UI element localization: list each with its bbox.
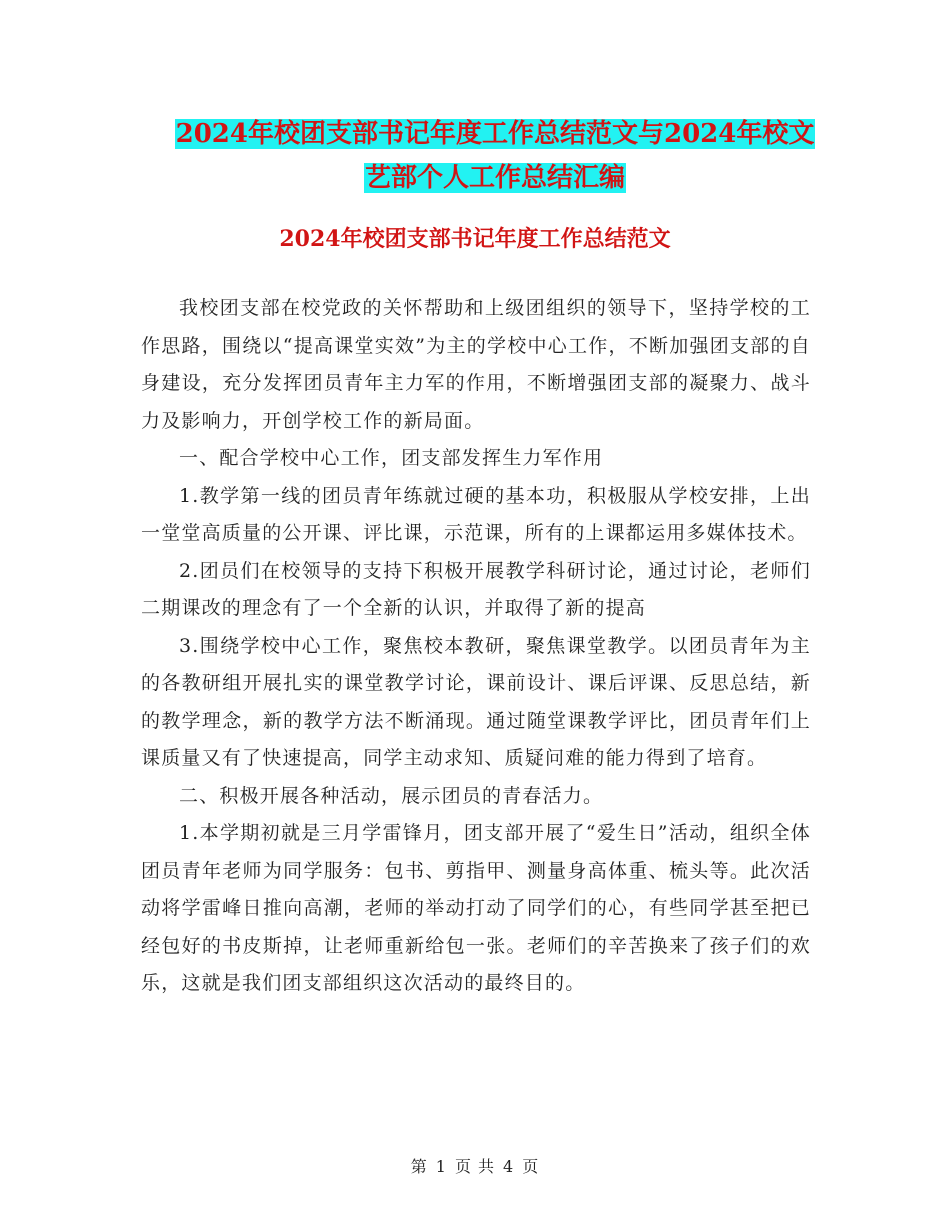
page-footer	[0, 1154, 950, 1177]
title-line-2: 艺部个人工作总结汇编	[364, 163, 625, 193]
document-title	[140, 112, 850, 200]
footer-total-pages: 4	[503, 1157, 515, 1176]
footer-page-number: 1	[435, 1157, 447, 1176]
paragraph: 我校团支部在校党政的关怀帮助和上级团组织的领导下，坚持学校的工作思路，围绕以“提高课堂实效”为主的学校中心工作，不断加强团支部的自身建设，充分发挥团员青年主力军的作用，不断增强团支部的凝聚力、战斗力及影响力，开创学校工作的新局面。	[141, 297, 811, 432]
title-line-1: 2024年校团支部书记年度工作总结范文与2024年校文	[175, 119, 815, 149]
footer-suffix: 页	[522, 1157, 540, 1176]
footer-middle: 页 共	[454, 1157, 496, 1176]
paragraph: 2.团员们在校领导的支持下积极开展教学科研讨论，通过讨论，老师们二期课改的理念有了一个全新的认识，并取得了新的提高	[141, 559, 811, 619]
section-title: 2024年校团支部书记年度工作总结范文	[279, 226, 671, 252]
section-heading: 一、配合学校中心工作，团支部发挥生力军作用	[179, 447, 604, 469]
paragraph: 3.围绕学校中心工作，聚焦校本教研，聚焦课堂教学。以团员青年为主的各教研组开展扎实的课堂教学讨论，课前设计、课后评课、反思总结，新的教学理念，新的教学方法不断涌现。通过随堂课教学评比，团员青年们上课质量又有了快速提高，同学主动求知、质疑问难的能力得到了培育。	[141, 634, 811, 769]
footer-prefix: 第	[410, 1157, 428, 1176]
document-body	[141, 290, 811, 1003]
paragraph: 1.教学第一线的团员青年练就过硬的基本功，积极服从学校安排，上出一堂堂高质量的公开课、评比课，示范课，所有的上课都运用多媒体技术。	[141, 484, 811, 544]
section-heading: 二、积极开展各种活动，展示团员的青春活力。	[179, 784, 604, 807]
paragraph: 1.本学期初就是三月学雷锋月，团支部开展了“爱生日”活动，组织全体团员青年老师为同学服务：包书、剪指甲、测量身高体重、梳头等。此次活动将学雷峰日推向高潮，老师的举动打动了同学们的心，有些同学甚至把已经包好的书皮斯掉，让老师重新给包一张。老师们的辛苦换来了孩子们的欢乐，这就是我们团支部组织这次活动的最终目的。	[141, 822, 811, 994]
